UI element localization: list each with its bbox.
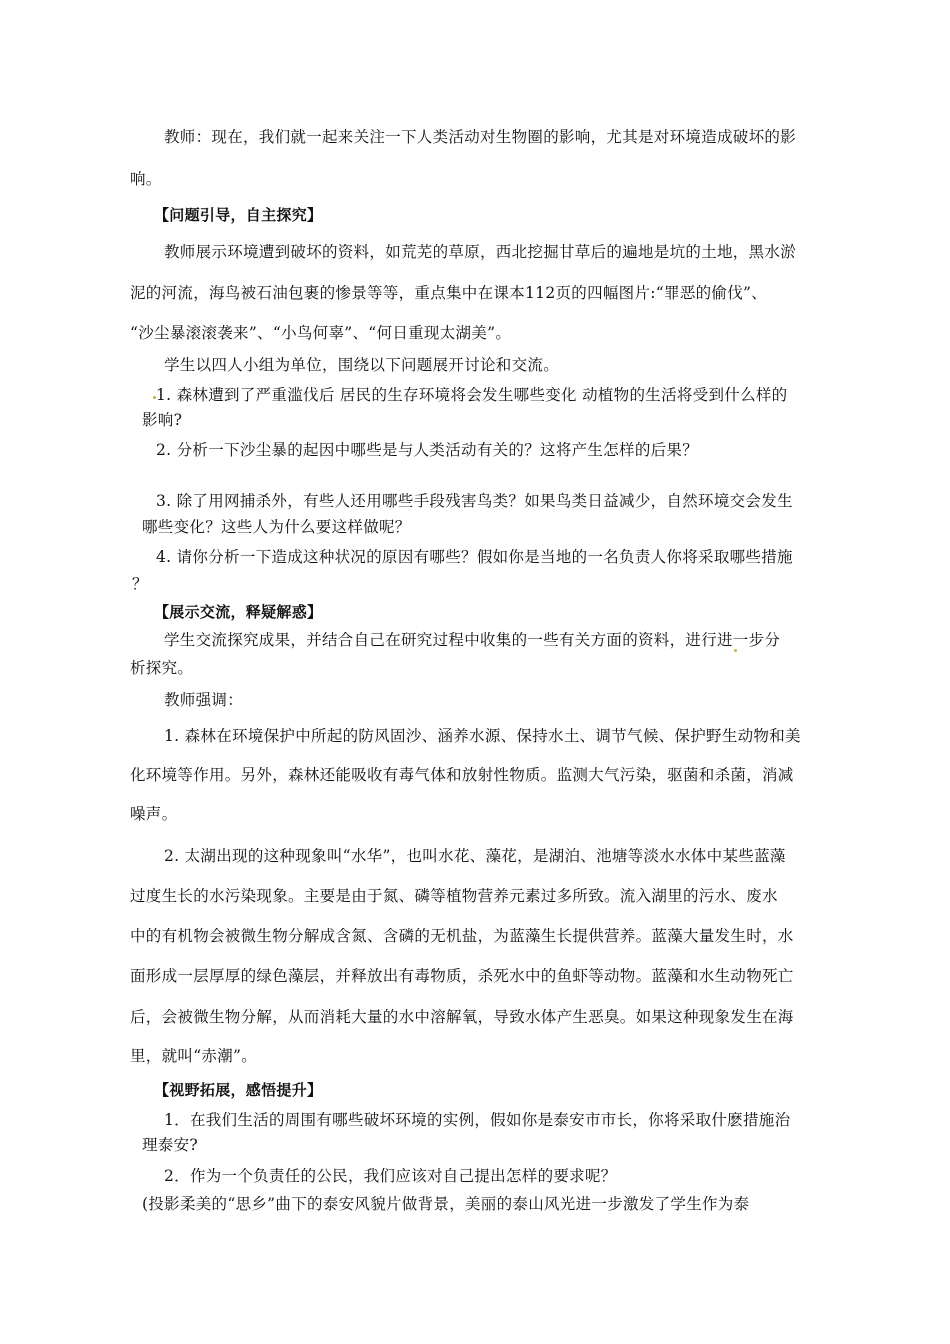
text-line: 理泰安? bbox=[142, 1136, 199, 1154]
text-line: 教师：现在，我们就一起来关注一下人类活动对生物圈的影响，尤其是对环境造成破坏的影 bbox=[164, 128, 797, 146]
text-line: 泥的河流，海鸟被石油包裹的惨景等等，重点集中在课本112页的四幅图片:“罪恶的偷伐”、 bbox=[130, 284, 768, 302]
text-line: 1．在我们生活的周围有哪些破坏环境的实例，假如你是泰安市市长，你将采取什麽措施治 bbox=[164, 1111, 791, 1129]
text-line: 里，就叫“赤潮”。 bbox=[130, 1047, 258, 1065]
text-line: 教师展示环境遭到破坏的资料，如荒芜的草原，西北挖掘甘草后的遍地是坑的土地，黑水淤 bbox=[164, 243, 797, 261]
heading-text: 【问题引导，自主探究】 bbox=[154, 206, 323, 224]
text-line: 1. 森林遭到了严重滥伐后 居民的生存环境将会发生哪些变化 动植物的生活将受到什么样的 bbox=[156, 386, 788, 404]
text-line: 1. 森林在环境保护中所起的防风固沙、涵养水源、保持水土、调节气候、保护野生动物和美 bbox=[164, 727, 801, 745]
text-line: 中的有机物会被微生物分解成含氮、含磷的无机盐，为蓝藻生长提供营养。蓝藻大量发生时，水 bbox=[130, 927, 794, 945]
text-line: 响。 bbox=[130, 170, 162, 188]
text-line: 面形成一层厚厚的绿色藻层，并释放出有毒物质，杀死水中的鱼虾等动物。蓝藻和水生动物死亡 bbox=[130, 967, 794, 985]
heading-text: 【视野拓展，感悟提升】 bbox=[154, 1081, 323, 1099]
text-line: 学生以四人小组为单位，围绕以下问题展开讨论和交流。 bbox=[164, 356, 560, 374]
text-line: 析探究。 bbox=[130, 659, 194, 677]
text-line: 2．作为一个负责任的公民，我们应该对自己提出怎样的要求呢？ bbox=[164, 1167, 617, 1185]
text-line: 2. 分析一下沙尘暴的起因中哪些是与人类活动有关的？这将产生怎样的后果？ bbox=[156, 441, 699, 459]
text-line: 学生交流探究成果，并结合自己在研究过程中收集的一些有关方面的资料，进行进一步分 bbox=[164, 631, 781, 649]
text-line: 化环境等作用。另外，森林还能吸收有毒气体和放射性物质。监测大气污染，驱菌和杀菌，消减 bbox=[130, 766, 794, 784]
text-line: ？ bbox=[132, 575, 148, 593]
text-line: 影响? bbox=[142, 411, 183, 429]
mark-dot bbox=[734, 649, 737, 652]
text-line: 后，会被微生物分解，从而消耗大量的水中溶解氧，导致水体产生恶臭。如果这种现象发生在海 bbox=[130, 1008, 794, 1026]
text-line: (投影柔美的“思乡”曲下的泰安风貌片做背景，美丽的泰山风光进一步激发了学生作为泰 bbox=[142, 1195, 750, 1213]
heading-text: 【展示交流，释疑解惑】 bbox=[154, 603, 323, 621]
text-line: 噪声。 bbox=[130, 805, 178, 823]
text-line: 哪些变化？这些人为什么要这样做呢？ bbox=[142, 518, 411, 536]
text-line: 3. 除了用网捕杀外，有些人还用哪些手段残害鸟类？如果鸟类日益减少，自然环境交会发生 bbox=[156, 492, 793, 510]
text-line: “沙尘暴滚滚袭来”、“小鸟何辜”、“何日重现太湖美”。 bbox=[130, 324, 512, 342]
text-line: 2. 太湖出现的这种现象叫“水华”，也叫水花、藻花，是湖泊、池塘等淡水水体中某些蓝藻 bbox=[164, 847, 786, 865]
text-line: 教师强调： bbox=[164, 691, 244, 709]
text-line: 过度生长的水污染现象。主要是由于氮、磷等植物营养元素过多所致。流入湖里的污水、废水 bbox=[130, 887, 778, 905]
text-line: 4. 请你分析一下造成这种状况的原因有哪些？假如你是当地的一名负责人你将采取哪些措施 bbox=[156, 548, 793, 566]
